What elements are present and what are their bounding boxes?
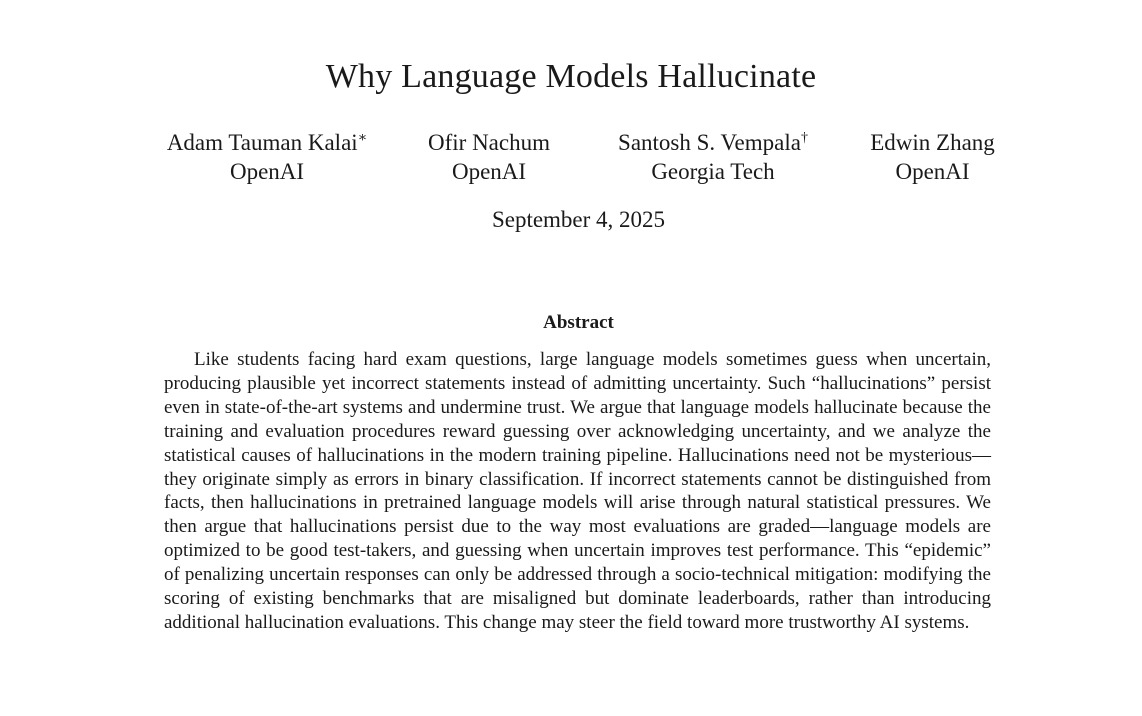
author-name: Edwin Zhang — [870, 130, 995, 155]
author-name: Adam Tauman Kalai∗ — [166, 130, 368, 155]
paper-title: Why Language Models Hallucinate — [325, 58, 817, 95]
author-footnote-mark: † — [800, 130, 808, 146]
paper-date: September 4, 2025 — [491, 207, 666, 232]
author-affiliation: OpenAI — [229, 159, 305, 184]
author-name: Santosh S. Vempala† — [618, 130, 808, 155]
author-zhang — [864, 128, 1001, 186]
author-nachum — [423, 128, 555, 186]
author-kalai — [155, 128, 379, 186]
author-affiliation: OpenAI — [895, 159, 970, 184]
author-block — [0, 128, 1142, 198]
author-footnote-mark: ∗ — [357, 130, 368, 146]
author-affiliation: Georgia Tech — [651, 159, 775, 184]
abstract-heading: Abstract — [543, 312, 614, 333]
abstract-text: Like students facing hard exam questions, large language models sometimes guess when uncertain, producing plausible yet incorrect statements instead of admitting uncertainty. Such “hallucinations” persist even in state-of-the-art systems and undermine trust. We argue that language models hallucinate because the training and evaluation procedures reward guessing over acknowledging uncertainty, and we analyze the statistical causes of hallucinations in the modern training pipeline. Hallucinations need not be mysterious—they originate simply as errors in binary classification. If incorrect statements cannot be distinguished from facts, then hallucinations in pretrained language models will arise through natural statistical pressures. We then argue that hallucinations persist due to the way most evaluations are graded—language models are optimized to be good test-takers, and guessing when uncertain improves test performance. This “epidemic” of penalizing uncertain responses can only be addressed through a socio-technical mitigation: modifying the scoring of existing benchmarks that are misaligned but dominate leaderboards, rather than introducing additional hallucination evaluations. This change may steer the field toward more trustworthy AI systems. — [164, 349, 991, 633]
author-name: Ofir Nachum — [428, 130, 550, 155]
author-affiliation: OpenAI — [451, 159, 527, 184]
author-vempala — [607, 128, 819, 186]
